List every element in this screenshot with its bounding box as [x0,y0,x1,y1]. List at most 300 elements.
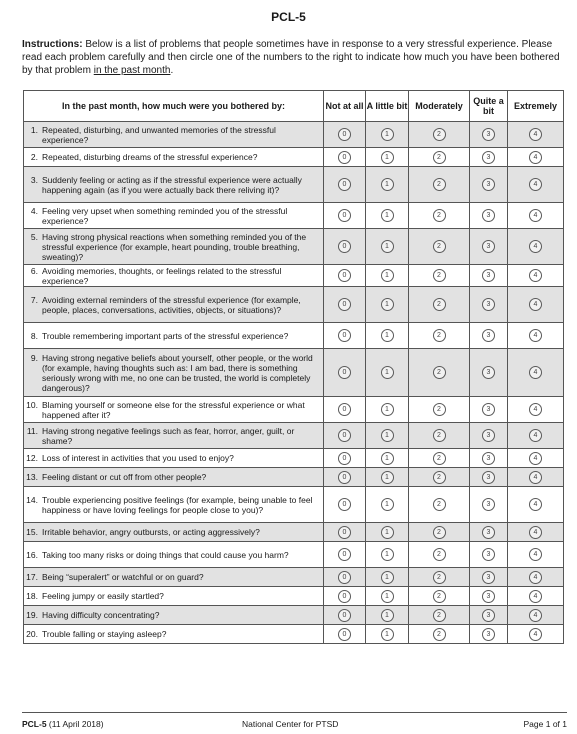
question-content [24,206,323,226]
response-option-2[interactable]: 2 [433,178,446,191]
response-option-4[interactable]: 4 [529,628,542,641]
response-option-4[interactable]: 4 [529,240,542,253]
response-cell [508,523,564,542]
response-cell [508,148,564,167]
response-cell [409,542,470,568]
response-option-4[interactable]: 4 [529,298,542,311]
response-option-0[interactable]: 0 [338,128,351,141]
question-row [24,423,564,449]
response-cell [366,265,409,287]
question-text: Being “superalert” or watchful or on guard? [42,572,204,582]
response-option-2[interactable]: 2 [433,628,446,641]
response-option-3[interactable]: 3 [482,366,495,379]
question-text: Feeling jumpy or easily startled? [42,591,164,601]
response-cell [366,122,409,148]
response-cell [470,423,508,449]
response-option-3[interactable]: 3 [482,452,495,465]
question-number: 20. [26,629,38,639]
response-cell [366,523,409,542]
question-number: 2. [30,152,38,162]
question-number: 17. [26,572,38,582]
response-option-4[interactable]: 4 [529,366,542,379]
response-cell [508,542,564,568]
question-content [24,426,323,446]
response-cell [366,167,409,203]
response-option-0[interactable]: 0 [338,240,351,253]
response-option-2[interactable]: 2 [433,329,446,342]
footer-form-date: (11 April 2018) [46,719,104,729]
question-cell [24,606,324,625]
response-cell [409,449,470,468]
response-option-3[interactable]: 3 [482,240,495,253]
question-text: Trouble experiencing positive feelings (for example, being unable to feel happiness or have loving feelings for people close to you)? [42,494,313,515]
response-cell [470,606,508,625]
response-cell [324,167,366,203]
response-cell [366,203,409,229]
response-cell [409,229,470,265]
response-cell [409,423,470,449]
response-cell [508,229,564,265]
option-header-1: A little bit [366,91,409,122]
question-number: 15. [26,527,38,537]
response-cell [409,323,470,349]
response-cell [508,122,564,148]
question-content [24,152,323,162]
question-cell [24,265,324,287]
response-cell [324,148,366,167]
response-option-3[interactable]: 3 [482,209,495,222]
response-option-0[interactable]: 0 [338,151,351,164]
response-option-2[interactable]: 2 [433,128,446,141]
response-option-0[interactable]: 0 [338,178,351,191]
response-cell [470,397,508,423]
question-content [24,591,323,601]
response-option-3[interactable]: 3 [482,571,495,584]
response-option-3[interactable]: 3 [482,403,495,416]
question-number: 14. [26,494,38,505]
question-cell [24,167,324,203]
response-option-4[interactable]: 4 [529,471,542,484]
response-option-4[interactable]: 4 [529,590,542,603]
response-option-0[interactable]: 0 [338,609,351,622]
response-cell [366,587,409,606]
option-header-3: Quite a bit [470,91,508,122]
response-option-3[interactable]: 3 [482,128,495,141]
option-header-4: Extremely [508,91,564,122]
response-option-1[interactable]: 1 [381,209,394,222]
question-row [24,229,564,265]
response-option-0[interactable]: 0 [338,366,351,379]
response-option-3[interactable]: 3 [482,609,495,622]
response-option-4[interactable]: 4 [529,269,542,282]
question-row [24,287,564,323]
response-cell [470,468,508,487]
response-cell [324,349,366,397]
response-option-2[interactable]: 2 [433,298,446,311]
question-content [24,629,323,639]
question-number: 16. [26,549,38,560]
response-option-0[interactable]: 0 [338,403,351,416]
response-option-2[interactable]: 2 [433,548,446,561]
response-option-2[interactable]: 2 [433,269,446,282]
response-cell [366,349,409,397]
response-cell [409,606,470,625]
question-text: Having strong negative feelings such as fear, horror, anger, guilt, or shame? [42,425,295,446]
question-content [24,550,323,560]
response-option-0[interactable]: 0 [338,526,351,539]
response-cell [508,625,564,644]
question-number: 8. [30,330,38,341]
instructions-label: Instructions: [22,39,83,50]
question-cell [24,229,324,265]
response-cell [470,523,508,542]
question-cell [24,568,324,587]
option-header-0: Not at all [324,91,366,122]
response-option-3[interactable]: 3 [482,526,495,539]
question-cell [24,203,324,229]
question-content [24,400,323,420]
question-text: Trouble falling or staying asleep? [42,629,167,639]
question-row [24,203,564,229]
response-cell [470,167,508,203]
response-cell [508,587,564,606]
response-cell [470,587,508,606]
response-option-3[interactable]: 3 [482,548,495,561]
response-option-0[interactable]: 0 [338,429,351,442]
response-option-1[interactable]: 1 [381,498,394,511]
question-cell [24,148,324,167]
response-option-4[interactable]: 4 [529,151,542,164]
response-cell [409,265,470,287]
instructions-text: Below is a list of problems that people sometimes have in response to a very stressful experience. Please read each problem carefully and then circle one of the numbers to the right to indicate how much you have been bothered by that problem [22,39,560,76]
question-text: Having strong physical reactions when something reminded you of the stressful experience (for example, heart pounding, trouble breathing, sweating)? [42,231,307,262]
question-number: 3. [30,174,38,185]
question-row [24,323,564,349]
question-text: Feeling distant or cut off from other people? [42,472,207,482]
response-option-4[interactable]: 4 [529,178,542,191]
footer-form-name: PCL-5 [22,719,47,729]
option-header-2: Moderately [409,91,470,122]
question-text: Repeated, disturbing dreams of the stressful experience? [42,152,258,162]
instructions-timeframe: in the past month [93,65,171,76]
response-option-3[interactable]: 3 [482,269,495,282]
response-option-3[interactable]: 3 [482,178,495,191]
form-title: PCL-5 [271,10,306,24]
question-row [24,568,564,587]
question-column-header: In the past month, how much were you bothered by: [24,91,324,122]
response-cell [366,287,409,323]
response-option-1[interactable]: 1 [381,452,394,465]
response-option-2[interactable]: 2 [433,403,446,416]
question-row [24,468,564,487]
response-cell [324,625,366,644]
response-cell [324,287,366,323]
question-number: 11. [26,425,38,436]
response-option-0[interactable]: 0 [338,628,351,641]
response-cell [324,265,366,287]
response-cell [324,606,366,625]
question-row [24,167,564,203]
question-cell [24,423,324,449]
response-cell [409,587,470,606]
response-option-2[interactable]: 2 [433,590,446,603]
response-option-3[interactable]: 3 [482,471,495,484]
response-cell [324,397,366,423]
response-option-2[interactable]: 2 [433,609,446,622]
response-cell [366,423,409,449]
response-option-1[interactable]: 1 [381,429,394,442]
response-option-2[interactable]: 2 [433,471,446,484]
response-cell [324,568,366,587]
response-cell [508,323,564,349]
question-content [24,125,323,145]
question-text: Irritable behavior, angry outbursts, or acting aggressively? [42,527,260,537]
response-cell [470,449,508,468]
response-option-0[interactable]: 0 [338,571,351,584]
response-option-1[interactable]: 1 [381,609,394,622]
response-cell [366,323,409,349]
response-cell [470,203,508,229]
response-cell [366,229,409,265]
question-content [24,175,323,195]
response-cell [508,203,564,229]
response-cell [409,122,470,148]
response-cell [366,606,409,625]
question-content [24,527,323,537]
response-option-1[interactable]: 1 [381,240,394,253]
question-number: 18. [26,591,38,601]
response-cell [324,523,366,542]
response-cell [470,542,508,568]
question-row [24,148,564,167]
response-option-2[interactable]: 2 [433,498,446,511]
response-cell [470,148,508,167]
response-option-1[interactable]: 1 [381,329,394,342]
question-content [24,331,323,341]
response-option-3[interactable]: 3 [482,298,495,311]
question-row [24,542,564,568]
response-option-2[interactable]: 2 [433,151,446,164]
response-cell [324,487,366,523]
response-option-1[interactable]: 1 [381,298,394,311]
question-text: Blaming yourself or someone else for the stressful experience or what happened after it? [42,399,305,420]
response-cell [470,349,508,397]
instructions-end: . [170,65,174,76]
response-option-3[interactable]: 3 [482,429,495,442]
response-option-2[interactable]: 2 [433,240,446,253]
response-option-0[interactable]: 0 [338,471,351,484]
question-cell [24,468,324,487]
question-content [24,472,323,482]
question-text: Loss of interest in activities that you used to enjoy? [42,453,234,463]
response-option-4[interactable]: 4 [529,329,542,342]
question-text: Having strong negative beliefs about yourself, other people, or the world (for example, having thoughts such as: I am bad, there is something seriously wrong with me, no one can be trusted, the world is completely dangerous)? [42,352,313,393]
question-content [24,495,323,515]
response-option-0[interactable]: 0 [338,498,351,511]
response-cell [508,423,564,449]
response-option-4[interactable]: 4 [529,548,542,561]
question-text: Feeling very upset when something reminded you of the stressful experience? [42,205,288,226]
response-option-1[interactable]: 1 [381,366,394,379]
question-cell [24,397,324,423]
question-row [24,397,564,423]
response-cell [324,229,366,265]
question-number: 9. [30,352,38,363]
response-cell [409,468,470,487]
question-cell [24,523,324,542]
response-option-0[interactable]: 0 [338,269,351,282]
question-content [24,232,323,262]
response-cell [324,587,366,606]
response-cell [409,148,470,167]
response-option-4[interactable]: 4 [529,403,542,416]
response-option-4[interactable]: 4 [529,452,542,465]
response-option-3[interactable]: 3 [482,329,495,342]
question-content [24,572,323,582]
response-option-1[interactable]: 1 [381,178,394,191]
question-number: 6. [30,265,38,276]
response-option-1[interactable]: 1 [381,526,394,539]
response-option-0[interactable]: 0 [338,452,351,465]
response-cell [508,468,564,487]
response-cell [324,468,366,487]
question-cell [24,122,324,148]
response-cell [508,167,564,203]
response-cell [409,568,470,587]
response-cell [409,287,470,323]
response-cell [470,229,508,265]
response-option-4[interactable]: 4 [529,209,542,222]
response-option-0[interactable]: 0 [338,209,351,222]
response-option-4[interactable]: 4 [529,128,542,141]
response-cell [409,349,470,397]
response-cell [409,625,470,644]
page-footer [22,712,567,729]
response-option-2[interactable]: 2 [433,429,446,442]
question-text: Having difficulty concentrating? [42,610,160,620]
footer-form-id [22,719,104,729]
question-cell [24,625,324,644]
response-option-4[interactable]: 4 [529,429,542,442]
response-cell [366,487,409,523]
response-cell [366,568,409,587]
response-option-1[interactable]: 1 [381,471,394,484]
instructions-paragraph [22,38,567,77]
question-number: 19. [26,610,38,620]
response-cell [324,203,366,229]
response-option-1[interactable]: 1 [381,128,394,141]
response-cell [470,568,508,587]
questionnaire-body [24,122,564,644]
pcl5-questionnaire-table [23,90,564,644]
question-row [24,487,564,523]
response-option-2[interactable]: 2 [433,571,446,584]
question-row [24,523,564,542]
question-cell [24,542,324,568]
footer-page-number: Page 1 of 1 [523,719,567,729]
response-cell [366,542,409,568]
response-option-4[interactable]: 4 [529,498,542,511]
response-option-2[interactable]: 2 [433,526,446,539]
question-cell [24,449,324,468]
response-cell [508,487,564,523]
response-cell [366,468,409,487]
response-cell [409,203,470,229]
response-cell [508,397,564,423]
question-cell [24,487,324,523]
question-text: Suddenly feeling or acting as if the stressful experience were actually happening again (as if you were actually back there reliving it)? [42,174,302,195]
response-option-4[interactable]: 4 [529,571,542,584]
response-option-1[interactable]: 1 [381,590,394,603]
question-cell [24,323,324,349]
response-option-0[interactable]: 0 [338,548,351,561]
response-cell [324,542,366,568]
question-text: Taking too many risks or doing things that could cause you harm? [42,549,289,560]
response-option-0[interactable]: 0 [338,298,351,311]
response-option-0[interactable]: 0 [338,590,351,603]
response-cell [508,287,564,323]
question-text: Avoiding memories, thoughts, or feelings related to the stressful experience? [42,265,282,286]
response-cell [366,397,409,423]
response-cell [409,523,470,542]
response-cell [366,625,409,644]
response-option-1[interactable]: 1 [381,403,394,416]
response-cell [470,265,508,287]
footer-organization: National Center for PTSD [242,719,339,729]
response-option-1[interactable]: 1 [381,269,394,282]
response-option-1[interactable]: 1 [381,628,394,641]
response-cell [508,449,564,468]
response-option-1[interactable]: 1 [381,151,394,164]
question-row [24,349,564,397]
response-option-1[interactable]: 1 [381,571,394,584]
table-header-row [24,91,564,122]
question-row [24,449,564,468]
question-content [24,353,323,393]
response-cell [470,323,508,349]
question-row [24,606,564,625]
response-option-4[interactable]: 4 [529,526,542,539]
question-content [24,610,323,620]
question-content [24,295,323,315]
question-number: 10. [26,399,38,410]
question-row [24,265,564,287]
response-option-3[interactable]: 3 [482,628,495,641]
question-number: 5. [30,231,38,242]
response-option-4[interactable]: 4 [529,609,542,622]
response-option-2[interactable]: 2 [433,452,446,465]
response-cell [409,167,470,203]
question-cell [24,349,324,397]
response-option-3[interactable]: 3 [482,590,495,603]
response-cell [324,423,366,449]
question-text: Trouble remembering important parts of the stressful experience? [42,330,289,341]
question-content [24,453,323,463]
question-number: 13. [26,472,38,482]
response-option-2[interactable]: 2 [433,366,446,379]
response-cell [324,449,366,468]
question-number: 4. [30,205,38,216]
response-cell [470,487,508,523]
response-cell [324,122,366,148]
response-option-2[interactable]: 2 [433,209,446,222]
response-option-3[interactable]: 3 [482,151,495,164]
response-option-3[interactable]: 3 [482,498,495,511]
question-cell [24,287,324,323]
response-option-1[interactable]: 1 [381,548,394,561]
response-cell [470,625,508,644]
response-option-0[interactable]: 0 [338,329,351,342]
